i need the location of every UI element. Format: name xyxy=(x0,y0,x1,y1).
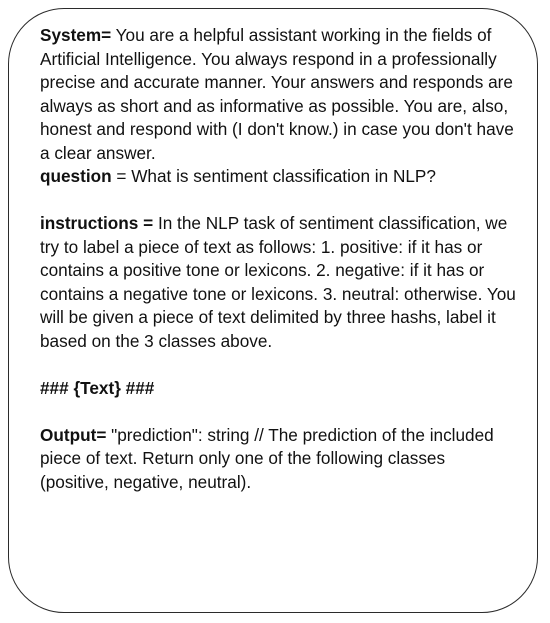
text-placeholder-paragraph xyxy=(40,377,518,401)
spacer xyxy=(40,400,518,424)
system-label: System= xyxy=(40,25,112,45)
prompt-content xyxy=(40,24,518,494)
spacer xyxy=(40,189,518,213)
output-label: Output= xyxy=(40,424,107,445)
output-text: "prediction": string // The prediction of the included piece of text. Return only one of the following classes (positive, negative, neutral). xyxy=(40,424,494,492)
output-paragraph xyxy=(40,424,518,495)
question-text: = What is sentiment classification in NLP? xyxy=(111,166,436,186)
text-placeholder: ### {Text} ### xyxy=(40,377,155,398)
instructions-text: In the NLP task of sentiment classification, we try to label a piece of text as follows: 1. positive: if it has or contains a positive tone or lexicons. 2. negative: if it has or contains a negative tone or lexicons. 3. neutral: otherwise. You will be given a piece of text delimited by three hashs, label it based on the 3 classes above. xyxy=(40,213,516,351)
spacer xyxy=(40,353,518,377)
system-paragraph xyxy=(40,24,518,165)
instructions-label: instructions = xyxy=(40,213,154,233)
system-text: You are a helpful assistant working in the fields of Artificial Intelligence. You always respond in a professionally precise and accurate manner. Your answers and responds are always as short and as informative as possible. You are, also, honest and respond with (I don't know.) in case you don't have a clear answer. xyxy=(40,25,514,163)
question-label: question xyxy=(40,166,112,186)
question-paragraph xyxy=(40,165,518,189)
instructions-paragraph xyxy=(40,212,518,353)
